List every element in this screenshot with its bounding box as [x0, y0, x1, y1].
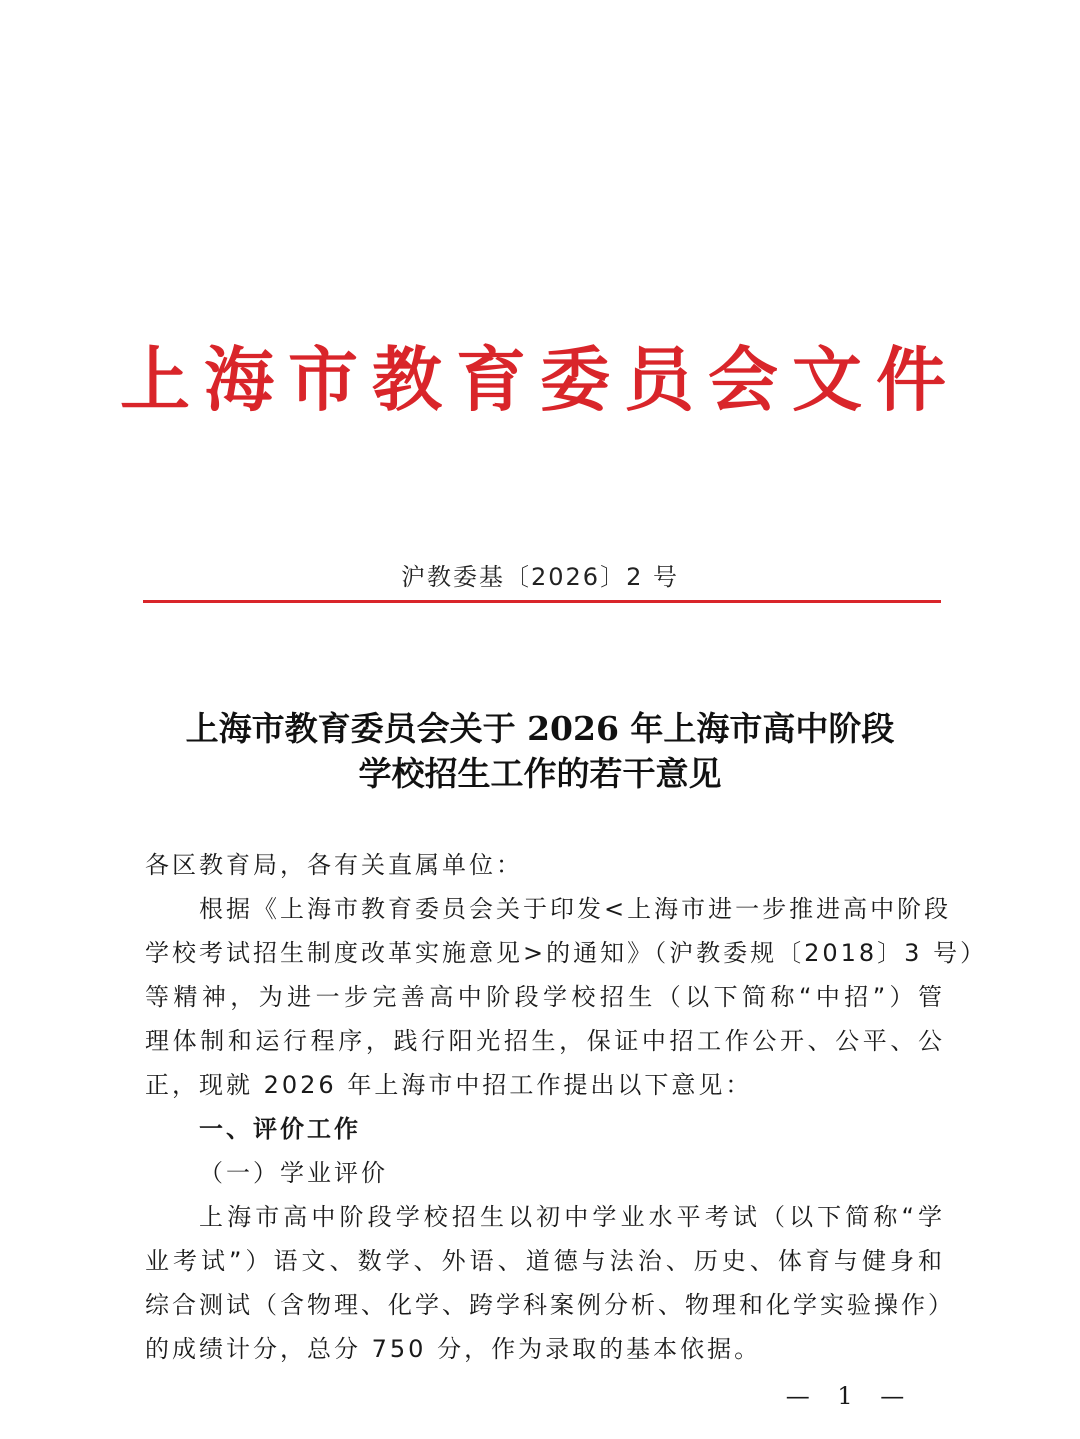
paragraph-line: 等精神，为进一步完善高中阶段学校招生（以下简称“中招”）管	[145, 983, 945, 1011]
paragraph-line: 根据《上海市教育委员会关于印发<上海市进一步推进高中阶段	[199, 895, 952, 923]
section-heading-text: 一、评价工作	[199, 1115, 361, 1143]
salutation-text: 各区教育局，各有关直属单位：	[145, 851, 523, 879]
document-title-line-2: 学校招生工作的若干意见	[358, 754, 722, 793]
document-number: 沪教委基〔2026〕2 号	[401, 563, 679, 591]
subsection-heading	[145, 1151, 945, 1195]
salutation	[145, 843, 945, 887]
paragraph-line: 学校考试招生制度改革实施意见>的通知》（沪教委规〔2018〕3 号）	[145, 939, 988, 967]
subsection-heading-text: （一）学业评价	[199, 1159, 388, 1187]
issuer-banner: 上海市教育委员会文件	[120, 338, 960, 421]
paragraph-line: 正，现就 2026 年上海市中招工作提出以下意见：	[145, 1071, 753, 1099]
paragraph-line: 理体制和运行程序，践行阳光招生，保证中招工作公开、公平、公	[145, 1027, 945, 1055]
paragraph-academic-evaluation	[145, 1195, 955, 1371]
paragraph-line: 上海市高中阶段学校招生以初中学业水平考试（以下简称“学	[199, 1203, 945, 1231]
page-number: — 1 —	[785, 1382, 915, 1410]
paragraph-intro	[145, 887, 988, 1107]
paragraph-line: 综合测试（含物理、化学、跨学科案例分析、物理和化学实验操作）	[145, 1291, 955, 1319]
document-title-line-1: 上海市教育委员会关于 2026 年上海市高中阶段	[185, 709, 895, 748]
paragraph-line: 的成绩计分，总分 750 分，作为录取的基本依据。	[145, 1335, 762, 1363]
section-heading	[145, 1107, 945, 1151]
paragraph-line: 业考试”）语文、数学、外语、道德与法治、历史、体育与健身和	[145, 1247, 945, 1275]
red-divider-line	[143, 600, 941, 603]
